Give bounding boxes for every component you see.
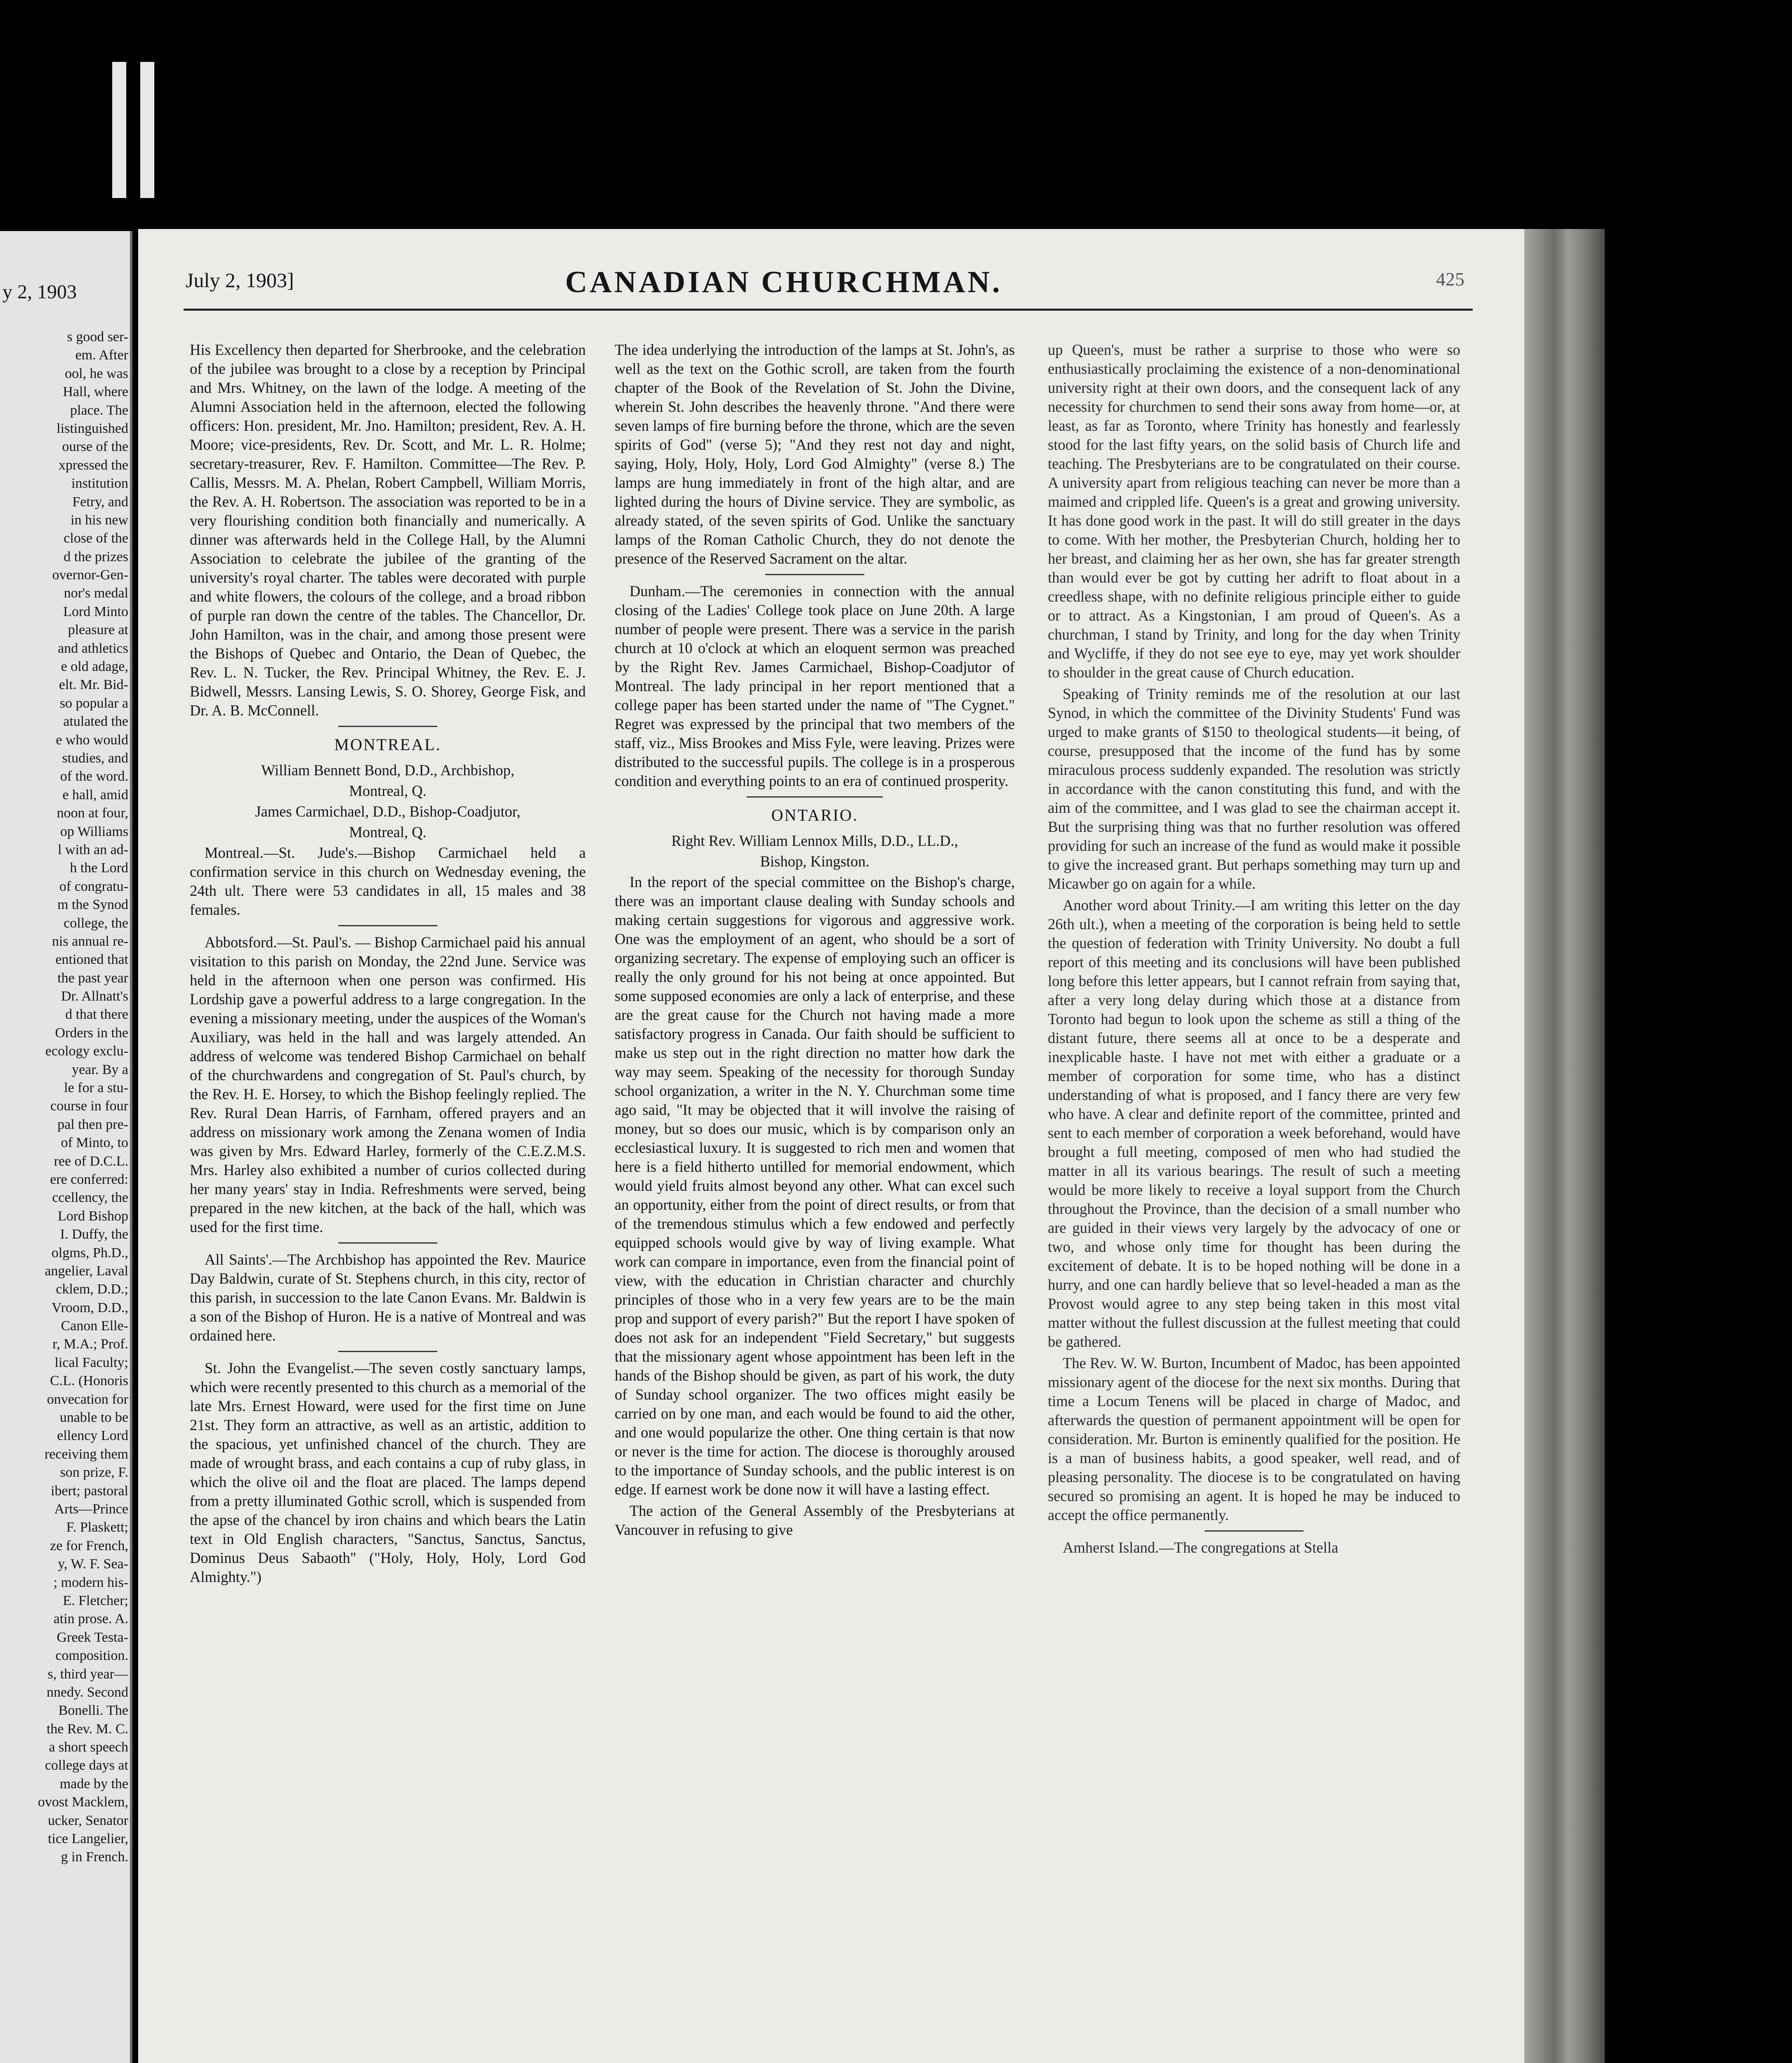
previous-page-line: l with an ad- bbox=[58, 842, 128, 857]
previous-page-line: course in four bbox=[50, 1098, 128, 1114]
column-2 bbox=[615, 340, 1015, 1542]
previous-page-line: onvecation for bbox=[47, 1391, 128, 1407]
previous-page-line: cklem, D.D.; bbox=[56, 1282, 128, 1297]
previous-page-edge bbox=[0, 231, 132, 2063]
previous-page-line: lical Faculty; bbox=[54, 1355, 128, 1370]
previous-page-line: listinguished bbox=[57, 420, 128, 436]
previous-page-line: unable to be bbox=[59, 1410, 128, 1426]
previous-page-line: Lord Minto bbox=[63, 604, 128, 619]
previous-page-line: Vroom, D.D., bbox=[52, 1300, 128, 1315]
previous-page-line: ere conferred: bbox=[50, 1171, 128, 1187]
bishop-place: Montreal, Q. bbox=[349, 824, 427, 840]
previous-page-line: receiving them bbox=[45, 1446, 128, 1462]
article-paragraph: Abbotsford.—St. Paul's. — Bishop Carmichael paid his annual visitation to this parish on Monday, the 22nd June. Service was held in the afternoon when one person was confirmed. His Lordship gave a powerful address to a large congregation. In the evening a missionary meeting, under the auspices of the Woman's Auxiliary, was held in the hall and was largely attended. An address of welcome was tendered Bishop Carmichael on behalf of the churchwardens and congregation of St. Paul's church, by the Rev. H. E. Horsey, to which the Bishop feelingly replied. The Rev. Rural Dean Harris, of Farnham, offered prayers and an address on missionary work among the Zenana women of India was given by Mrs. Edward Harley, formerly of the C.E.Z.M.S. Mrs. Harley also exhibited a number of curios collected during her many years' stay in India. Refreshments were served, being prepared in the new kitchen, at the back of the hall, which was used for the first time. bbox=[190, 934, 586, 1235]
article-paragraph: The action of the General Assembly of the Presbyterians at Vancouver in refusing to give bbox=[615, 1502, 1015, 1538]
section-divider bbox=[338, 726, 437, 727]
article-paragraph: Dunham.—The ceremonies in connection with the annual closing of the Ladies' College took place on June 20th. A large number of people were present. There was a service in the parish church at 10 o'clock at which an eloquent sermon was preached by the Right Rev. James Carmichael, Bishop-Coadjutor of Montreal. The lady principal in her report mentioned that a college paper has been started under the name of "The Cygnet." Regret was expressed by the principal that two members of the staff, viz., Miss Brookes and Miss Fyle, were leaving. Prizes were distributed to the successful pupils. The college is in a prosperous condition and everything points to an era of continued prosperity. bbox=[615, 583, 1015, 789]
previous-page-line: op Williams bbox=[60, 824, 128, 839]
previous-page-line: so popular a bbox=[59, 695, 128, 711]
issue-date: July 2, 1903] bbox=[186, 269, 294, 292]
previous-page-line: Bonelli. The bbox=[58, 1703, 128, 1718]
previous-page-line: institution bbox=[71, 476, 128, 491]
article-paragraph: The idea underlying the introduction of the lamps at St. John's, as well as the text on the Gothic scroll, are taken from the fourth chapter of the Book of the Revelation of St. John the Divine, wherein St. John describes the heavenly throne. "And there were seven lamps of fire burning before the throne, which are the seven spirits of God" (verse 5); "And they rest not day and night, saying, Holy, Holy, Holy, Lord God Almighty" (verse 8.) The lamps are hung immediately in front of the high altar, and are lighted during the hours of Divine service. They are symbolic, as already stated, of the seven spirits of God. Unlike the sanctuary lamps of the Roman Catholic Church, they do not denote the presence of the Reserved Sacrament on the altar. bbox=[615, 341, 1015, 567]
previous-page-line: ovost Macklem, bbox=[38, 1794, 128, 1810]
previous-page-line: C.L. (Honoris bbox=[50, 1373, 128, 1389]
previous-page-line: Dr. Allnatt's bbox=[61, 989, 128, 1004]
previous-page-line: tice Langelier, bbox=[48, 1831, 128, 1847]
previous-page-line: college days at bbox=[45, 1758, 128, 1773]
previous-page-line: of Minto, to bbox=[61, 1135, 128, 1151]
article-paragraph: Montreal.—St. Jude's.—Bishop Carmichael held a confirmation service in this church on Wednesday evening, the 24th ult. There were 53 candidates in all, 15 males and 38 females. bbox=[190, 844, 586, 918]
previous-page-line: le for a stu- bbox=[64, 1080, 128, 1096]
previous-page-text bbox=[2, 328, 128, 1867]
bishop-name: Right Rev. William Lennox Mills, D.D., LL.D., bbox=[671, 832, 958, 849]
previous-page-line: xpressed the bbox=[58, 457, 128, 473]
header-rule bbox=[184, 309, 1473, 311]
previous-page-line: atin prose. A. bbox=[53, 1611, 128, 1627]
previous-page-line: studies, and bbox=[62, 750, 128, 766]
previous-page-line: r, M.A.; Prof. bbox=[52, 1336, 128, 1352]
bishop-name: William Bennett Bond, D.D., Archbishop, bbox=[261, 762, 514, 779]
item-divider bbox=[338, 1242, 437, 1244]
previous-page-line: entioned that bbox=[55, 952, 128, 968]
article-paragraph: St. John the Evangelist.—The seven costly sanctuary lamps, which were recently presented to this church as a memorial of the late Mrs. Ernest Howard, were used for the first time on June 21st. They form an attractive, as well as an artistic, addition to the spacious, yet unfinished chancel of the church. They are made of wrought brass, and each contains a cup of ruby glass, in which the olive oil and the float are placed. The lamps depend from a pretty illuminated Gothic scroll, which is suspended from the apse of the chancel by iron chains and which bears the Latin text in Old English characters, "Sanctus, Sanctus, Sanctus, Dominus Deus Sabaoth" ("Holy, Holy, Holy, Lord God Almighty.") bbox=[190, 1360, 586, 1585]
article-paragraph: The Rev. W. W. Burton, Incumbent of Madoc, has been appointed missionary agent of the diocese for the next six months. During that time a Locum Tenens will be placed in charge of Madoc, and afterwards the question of permanent appointment will be open for consideration. Mr. Burton is eminently qualified for the position. He is a man of business habits, a good speaker, well read, and of pleasing personality. The diocese is to be congratulated on having secured so promising an agent. It is hoped he may be induced to accept the office permanently. bbox=[1048, 1355, 1460, 1523]
previous-page-line: the Rev. M. C. bbox=[46, 1721, 128, 1737]
previous-page-line: d that there bbox=[65, 1007, 128, 1022]
previous-page-line: g in French. bbox=[61, 1849, 128, 1865]
previous-page-line: nor's medal bbox=[64, 585, 128, 601]
previous-page-line: Lord Bishop bbox=[58, 1208, 128, 1224]
article-paragraph: up Queen's, must be rather a surprise to those who were so enthusiastically proclaiming the existence of a non-denominational university right at their own doors, and the consequent lack of any necessity for churchmen to send their sons away from home—or, at least, as far as Toronto, where Trinity has honestly and fearlessly stood for the last fifty years, on the solid basis of Church life and teaching. The Presbyterians are to be congratulated on their course. A university apart from religious teaching can never be more than a maimed and crippled life. Queen's is a great and growing university. It has done good work in the past. It will do still greater in the days to come. With her mother, the Presbyterian Church, holding her to her breast, and claiming her as her own, she has far greater strength than would ever be got by cutting her adrift to float about in a creedless shape, with no definite religious principle either to guide or to attract. As a Kingstonian, I am proud of Queen's. As a churchman, I stand by Trinity, and long for the day when Trinity and Wycliffe, if they do not see eye to eye, may yet work shoulder to shoulder in the great cause of Church education. bbox=[1048, 341, 1460, 681]
previous-page-line: atulated the bbox=[63, 714, 128, 729]
section-divider bbox=[747, 796, 883, 798]
previous-page-line: olgms, Ph.D., bbox=[51, 1245, 128, 1260]
item-divider bbox=[338, 925, 437, 926]
item-divider bbox=[1205, 1530, 1304, 1532]
previous-page-line: and athletics bbox=[58, 640, 128, 656]
previous-page-header: y 2, 1903 bbox=[2, 281, 77, 303]
article-paragraph: In the report of the special committee on the Bishop's charge, there was an important clause dealing with Sunday schools and making certain suggestions for vigorous and aggressive work. One was the employment of an agent, who should be a sort of organizing secretary. The expense of employing such an officer is really the only ground for his not being at once appointed. But some supposed economies are only a lack of enterprise, and these are the great cause for the Church not having made a more satisfactory progress in Canada. Our faith should be sufficient to make us step out in the right direction no matter how dark the way may seem. Speaking of the necessity for thorough Sunday school organization, a writer in the N. Y. Churchman some time ago said, "It may be objected that it will involve the raising of money, but so does our music, which is by comparison only an ecclesiastical luxury. It is suggested to rich men and women that here is a field hitherto untilled for memorial endowment, which would yield fruits almost beyond any other. What can excel such an opportunity, either from the point of direct results, or from that of the tremendous stimulus which a few endowed and perfectly equipped schools would give by way of living example. What work can compare in importance, even from the financial point of view, with the education in Christian character and churchly principles of those who in a very few years are to be the main prop and support of every parish?" But the report I have spoken of does not ask for an independent "Field Secretary," but suggests that the missionary agent whose appointment has been left in the hands of the Bishop should be given, as part of his work, the duty of Sunday school organizer. The two offices might easily be carried on by one man, and each would be found to aid the other, and one would popularize the other. One thing certain is that now or never is the time for action. The diocese is thoroughly aroused to the importance of Sunday schools, and the public interest is on edge. If earnest work be done now it will have a lasting effect. bbox=[615, 873, 1015, 1498]
previous-page-line: ellency Lord bbox=[57, 1428, 128, 1444]
previous-page-line: em. After bbox=[75, 347, 128, 363]
previous-page-line: college, the bbox=[64, 915, 128, 931]
previous-page-line: y, W. F. Sea- bbox=[58, 1556, 128, 1572]
previous-page-line: d the prizes bbox=[64, 549, 128, 564]
previous-page-line: e old adage, bbox=[61, 659, 128, 675]
previous-page-line: nnedy. Second bbox=[47, 1684, 128, 1700]
article-paragraph: Amherst Island.—The congregations at Stella bbox=[1063, 1539, 1338, 1556]
previous-page-line: pleasure at bbox=[68, 622, 128, 638]
article-paragraph: All Saints'.—The Archbishop has appointed the Rev. Maurice Day Baldwin, curate of St. Stephens church, in this city, rector of this parish, in succession to the late Canon Evans. Mr. Baldwin is a son of the Bishop of Huron. He is a native of Montreal and was ordained here. bbox=[190, 1251, 586, 1344]
section-heading-montreal: MONTREAL. bbox=[334, 735, 441, 754]
previous-page-line: Fetry, and bbox=[72, 494, 128, 510]
film-sprocket-mark bbox=[112, 62, 126, 198]
running-head bbox=[186, 265, 1473, 305]
previous-page-line: ourse of the bbox=[62, 439, 128, 455]
previous-page-line: ibert; pastoral bbox=[51, 1483, 128, 1499]
previous-page-line: s good ser- bbox=[67, 329, 128, 345]
bishop-name: James Carmichael, D.D., Bishop-Coadjutor, bbox=[255, 803, 521, 820]
previous-page-line: Hall, where bbox=[63, 384, 128, 400]
previous-page-line: year. By a bbox=[72, 1062, 128, 1077]
article-paragraph: Speaking of Trinity reminds me of the resolution at our last Synod, in which the committee of the Divinity Students' Fund was urged to make grants of $150 to theological students—it being, of course, presupposed that the income of the fund has by some miraculous process suddenly expanded. The resolution was strictly in accordance with the canon constituting this fund, and with the aim of the committee, and I was glad to see the chairman accept it. But the surprising thing was that no further resolution was offered providing for such an increase of the fund as would make it possible to give the increased grant. But perhaps something may turn up and Micawber go on again for a while. bbox=[1048, 685, 1460, 892]
item-divider bbox=[765, 574, 864, 575]
previous-page-line: pal then pre- bbox=[57, 1116, 128, 1132]
previous-page-line: ; modern his- bbox=[53, 1574, 128, 1590]
previous-page-line: son prize, F. bbox=[60, 1465, 128, 1480]
previous-page-line: place. The bbox=[70, 402, 128, 418]
previous-page-line: angelier, Laval bbox=[45, 1263, 128, 1279]
page-stack-edge bbox=[1514, 229, 1605, 2063]
previous-page-line: nis annual re- bbox=[52, 933, 128, 949]
previous-page-line: Greek Testa- bbox=[57, 1629, 128, 1645]
previous-page-line: of the word. bbox=[60, 769, 128, 784]
column-1 bbox=[190, 340, 586, 1589]
previous-page-line: elt. Mr. Bid- bbox=[59, 677, 128, 693]
previous-page-line: e hall, amid bbox=[62, 787, 128, 803]
previous-page-line: in his new bbox=[71, 512, 128, 528]
page-number: 425 bbox=[1436, 269, 1464, 290]
bishop-place: Montreal, Q. bbox=[349, 782, 427, 799]
previous-page-line: ccellency, the bbox=[52, 1190, 128, 1206]
previous-page-line: e who would bbox=[56, 732, 128, 748]
previous-page-line: Arts—Prince bbox=[54, 1501, 128, 1517]
previous-page-line: a short speech bbox=[49, 1740, 128, 1755]
previous-page-line: F. Plaskett; bbox=[66, 1520, 128, 1535]
previous-page-line: Orders in the bbox=[55, 1025, 128, 1041]
section-heading-ontario: ONTARIO. bbox=[771, 806, 858, 824]
column-3 bbox=[1048, 340, 1460, 1560]
previous-page-line: ucker, Senator bbox=[47, 1813, 128, 1828]
previous-page-line: ree of D.C.L. bbox=[54, 1153, 128, 1169]
previous-page-line: ze for French, bbox=[50, 1538, 128, 1553]
previous-page-line: composition. bbox=[55, 1648, 128, 1664]
film-sprocket-mark bbox=[140, 62, 154, 198]
bishop-place: Bishop, Kingston. bbox=[760, 853, 870, 870]
previous-page-line: overnor-Gen- bbox=[52, 567, 128, 583]
previous-page-line: the past year bbox=[57, 970, 128, 986]
item-divider bbox=[338, 1351, 437, 1352]
previous-page-line: noon at four, bbox=[57, 805, 128, 821]
previous-page-line: made by the bbox=[59, 1776, 128, 1792]
article-paragraph: His Excellency then departed for Sherbrooke, and the celebration of the jubilee was brought to a close by a reception by Principal and Mrs. Whitney, on the lawn of the lodge. A meeting of the Alumni Association held in the afternoon, elected the following officers: Hon. president, Mr. Jno. Hamilton; president, Rev. A. H. Moore; vice-presidents, Rev. Dr. Scott, and Mr. L. R. Holme; secretary-treasurer, Rev. F. Hamilton. Committee—The Rev. P. Callis, Messrs. M. A. Phelan, Robert Campbell, William Morris, the Rev. A. H. Robertson. The association was reported to be in a very flourishing condition both financially and numerically. A dinner was afterwards held in the College Hall, by the Alumni Association to celebrate the jubilee of the granting of the university's royal charter. The tables were decorated with purple and white flowers, the colours of the college, and a broad ribbon of purple ran down the centre of the tables. The Chancellor, Dr. John Hamilton, was in the chair, and among those present were the Bishops of Quebec and Ontario, the Dean of Quebec, the Rev. L. N. Tucker, the Rev. Principal Whitney, the Rev. E. J. Bidwell, Messrs. Lansing Lewis, S. O. Shorey, George Fisk, and Dr. A. B. McConnell. bbox=[190, 341, 586, 719]
previous-page-line: Canon Elle- bbox=[61, 1318, 128, 1334]
publication-title: CANADIAN CHURCHMAN. bbox=[565, 265, 1002, 299]
previous-page-line: of congratu- bbox=[59, 878, 128, 894]
previous-page-line: close of the bbox=[64, 531, 128, 546]
article-paragraph: Another word about Trinity.—I am writing this letter on the day 26th ult.), when a meeting of the corporation is being held to settle the question of federation with Trinity University. No doubt a full report of this meeting and its conclusions will have been published long before this letter appears, but I cannot refrain from saying that, after a very long delay during which those at a distance from Toronto had begun to look upon the scheme as still a thing of the distant future, there seems all at once to be a desperate and inexplicable haste. I have not met with either a graduate or a member of corporation for some time, who has a distinct understanding of what is proposed, and I fancy there are very few who have. A clear and definite report of the committee, printed and sent to each member of corporation a week beforehand, would have brought a full meeting, composed of men who had studied the matter in all its various bearings. The result of such a meeting would be more likely to receive a loyal support from the Church throughout the Province, than the decision of a small number who are guided in their views very largely by the advocacy of one or two, and whose only time for thought has been during the excitement of debate. It is to be hoped nothing will be done in a hurry, and one can hardly believe that so level-headed a man as the Provost would agree to any step being taken in this most vital matter without the fullest discussion at the fullest meeting that could be gathered. bbox=[1048, 897, 1460, 1350]
previous-page-line: m the Synod bbox=[57, 897, 128, 913]
previous-page-line: h the Lord bbox=[70, 860, 128, 876]
previous-page-line: I. Duffy, the bbox=[60, 1227, 128, 1242]
previous-page-line: E. Fletcher; bbox=[63, 1593, 128, 1608]
previous-page-line: ool, he was bbox=[65, 366, 128, 381]
previous-page-line: ecology exclu- bbox=[45, 1043, 128, 1059]
previous-page-line: s, third year— bbox=[47, 1666, 128, 1682]
